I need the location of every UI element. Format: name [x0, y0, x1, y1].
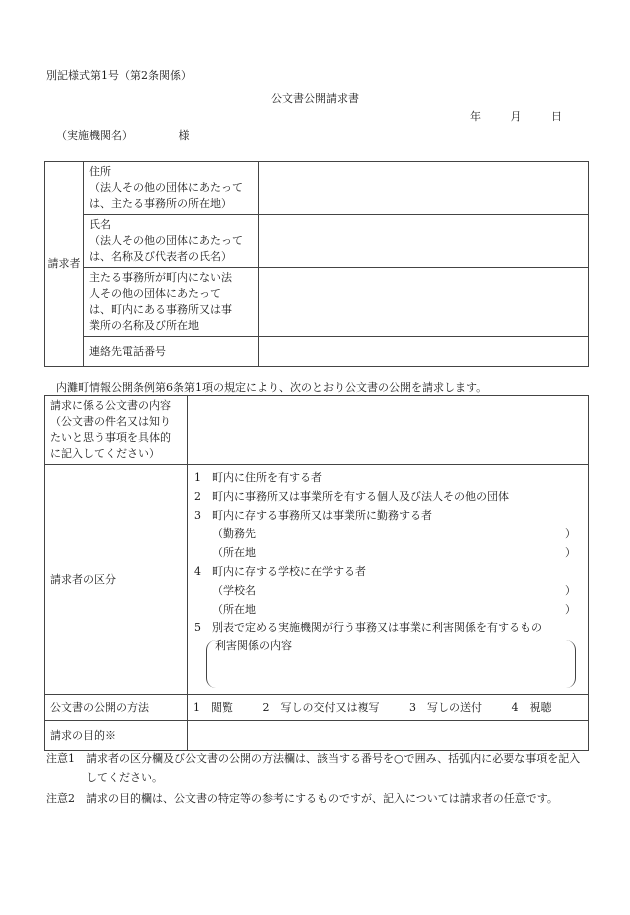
- workplace-field[interactable]: （勤務先 ）: [212, 527, 576, 541]
- document-content-field[interactable]: [188, 396, 589, 465]
- date-day-label: 日: [551, 110, 562, 123]
- method-label: 公文書の公開の方法: [45, 695, 188, 721]
- method-option-copy[interactable]: 2 写しの交付又は複写: [262, 700, 380, 714]
- category-item[interactable]: 2 町内に事務所又は事業所を有する個人及び法人その他の団体: [194, 489, 509, 503]
- name-label: 氏名 （法人その他の団体にあたって は、名称及び代表者の氏名）: [84, 215, 259, 268]
- category-options: [188, 465, 589, 695]
- category-item[interactable]: 3 町内に存する事務所又は事業所に勤務する者: [194, 508, 432, 522]
- category-item[interactable]: 4 町内に存する学校に在学する者: [194, 564, 366, 578]
- method-option-view[interactable]: 1 閲覧: [193, 700, 233, 714]
- purpose-label: 請求の目的※: [45, 721, 188, 751]
- page-title: 公文書公開請求書: [271, 92, 359, 105]
- date-month-label: 月: [510, 110, 522, 123]
- addressee: [56, 127, 190, 143]
- category-item[interactable]: 5 別表で定める実施機関が行う事務又は事業に利害関係を有するもの: [194, 621, 542, 635]
- method-option-mail[interactable]: 3 写しの送付: [409, 700, 482, 714]
- school-address-field[interactable]: （所在地 ）: [212, 602, 576, 616]
- interest-caption: 利害関係の内容: [215, 639, 292, 653]
- request-table: [44, 395, 589, 751]
- category-label: 請求者の区分: [45, 465, 188, 695]
- note-1: 注意1 請求者の区分欄及び公文書の公開の方法欄は、該当する番号を○で囲み、括弧内に必要な事項を記入してください。: [46, 752, 581, 784]
- address-field[interactable]: [259, 162, 589, 215]
- category-item[interactable]: 1 町内に住所を有する者: [194, 471, 322, 484]
- purpose-field[interactable]: [188, 721, 589, 751]
- method-options: [188, 695, 589, 721]
- requester-group-label: 請求者: [45, 162, 84, 367]
- workplace-address-field[interactable]: （所在地 ）: [212, 546, 576, 560]
- school-name-field[interactable]: （学校名 ）: [212, 583, 576, 597]
- requester-table: [44, 161, 589, 367]
- date-year-label: 年: [470, 110, 481, 123]
- name-field[interactable]: [259, 215, 589, 268]
- form-number: 別記様式第1号（第2条関係）: [46, 69, 192, 82]
- intro-text: 内灘町情報公開条例第6条第1項の規定により、次のとおり公文書の公開を請求します。: [56, 381, 488, 394]
- phone-field[interactable]: [259, 337, 589, 367]
- agency-name-label: （実施機関名）: [56, 129, 133, 142]
- honorific-label: 様: [178, 129, 190, 142]
- phone-label: 連絡先電話番号: [84, 337, 259, 367]
- office-field[interactable]: [259, 268, 589, 337]
- method-option-watch[interactable]: 4 視聴: [511, 700, 552, 714]
- document-content-label: 請求に係る公文書の内容 （公文書の件名又は知り たいと思う事項を具体的 に記入してください）: [45, 396, 188, 465]
- address-label: 住所 （法人その他の団体にあたって は、主たる事務所の所在地）: [84, 162, 259, 215]
- office-label: 主たる事務所が町内にない法 人その他の団体にあたって は、町内にある事務所又は事 業所の名称及び所在地: [84, 268, 259, 337]
- date-fields: [470, 108, 562, 124]
- note-2: 注意2 請求の目的欄は、公文書の特定等の参考にするものですが、記入については請求者の任意です。: [46, 792, 558, 805]
- interest-content-field[interactable]: [206, 640, 576, 688]
